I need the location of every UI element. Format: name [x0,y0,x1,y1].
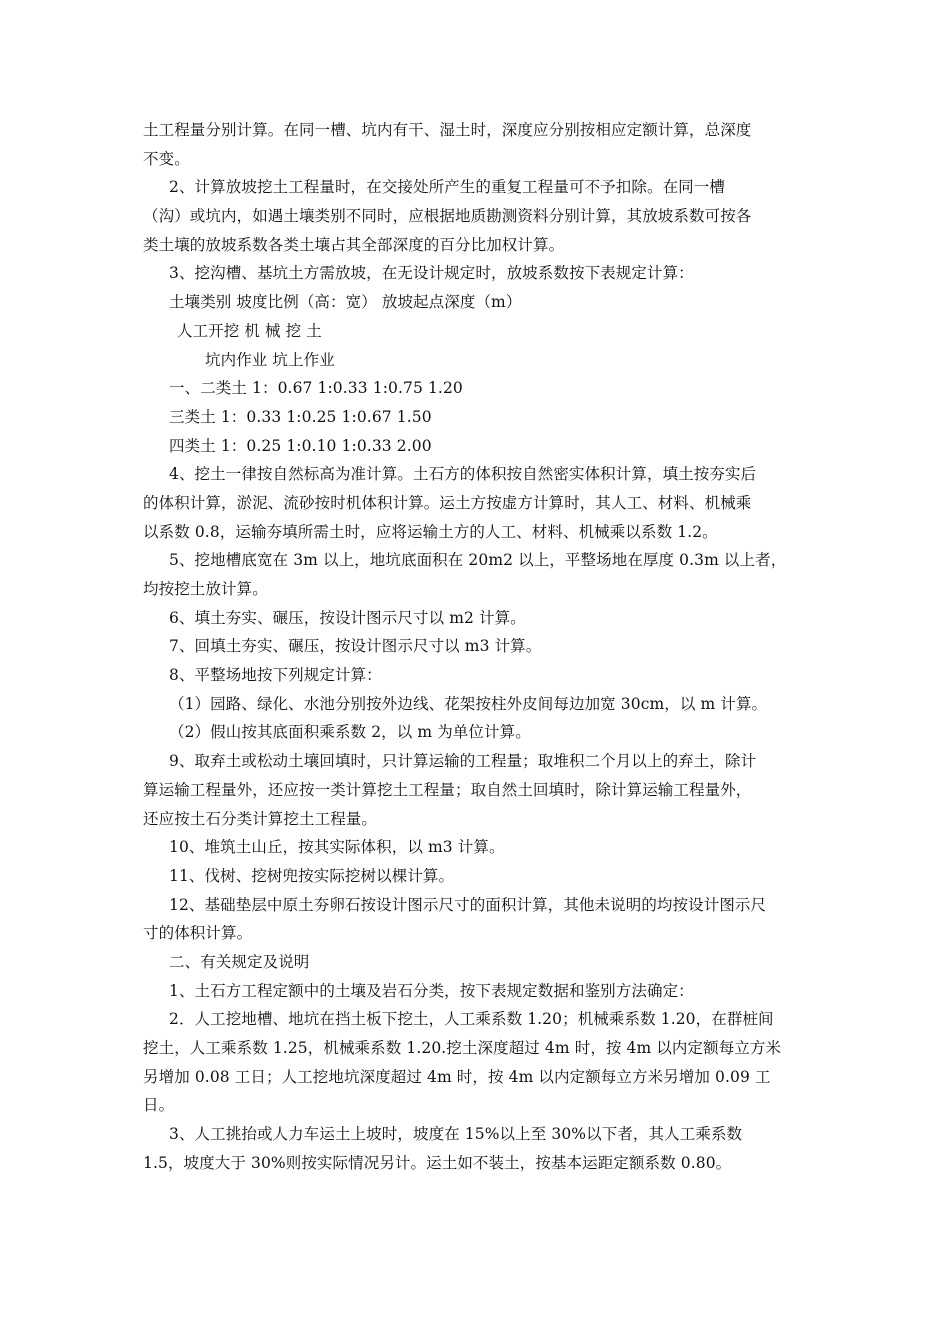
paragraph-line: 不变。 [143,149,190,168]
paragraph-line: 11、伐树、挖树兜按实际挖树以棵计算。 [169,866,455,885]
list-item: （1）园路、绿化、水池分别按外边线、花架按柱外皮间每边加宽 30cm，以 m 计算。 [169,694,768,713]
paragraph-line: 8、平整场地按下列规定计算： [169,666,382,685]
paragraph-line: 算运输工程量外，还应按一类计算挖土工程量；取自然土回填时，除计算运输工程量外， [143,780,752,799]
slope-table-row: 一、二类土 1：0.67 1:0.33 1:0.75 1.20 [169,379,463,398]
list-item: （2）假山按其底面积乘系数 2，以 m 为单位计算。 [169,723,531,742]
paragraph-line: 还应按土石分类计算挖土工程量。 [143,809,378,828]
paragraph-line: 土工程量分别计算。在同一槽、坑内有干、湿土时，深度应分别按相应定额计算，总深度 [143,121,752,139]
paragraph-line: 6、填土夯实、碾压，按设计图示尺寸以 m2 计算。 [169,608,526,627]
paragraph-line: 5、挖地槽底宽在 3m 以上，地坑底面积在 20m2 以上，平整场地在厚度 0.3m 以上者， [169,551,787,570]
paragraph-line: 1、土石方工程定额中的土壤及岩石分类，按下表规定数据和鉴别方法确定： [169,981,694,1000]
paragraph-line: 1.5，坡度大于 30%则按实际情况另计。运土如不装土，按基本运距定额系数 0.80。 [143,1153,732,1172]
slope-table-row: 四类土 1：0.25 1:0.10 1:0.33 2.00 [169,436,432,455]
slope-table-subheader: 坑内作业 坑上作业 [205,350,335,369]
paragraph-line: 挖土，人工乘系数 1.25，机械乘系数 1.20.挖土深度超过 4m 时，按 4m 以内定额每立方米 [143,1039,782,1057]
paragraph-line: 日。 [143,1096,175,1115]
paragraph-line: 9、取弃土或松动土壤回填时，只计算运输的工程量；取堆积二个月以上的弃土，除计 [169,752,757,771]
paragraph-line: 12、基础垫层中原土夯卵石按设计图示尺寸的面积计算，其他未说明的均按设计图示尺 [169,895,767,914]
paragraph-line: 另增加 0.08 工日；人工挖地坑深度超过 4m 时，按 4m 以内定额每立方米另增加 0.09 工 [143,1067,771,1086]
paragraph-line: 类土壤的放坡系数各类土壤占其全部深度的百分比加权计算。 [143,235,565,254]
section-heading: 二、有关规定及说明 [169,952,310,971]
document-body [143,116,815,1177]
slope-table-header: 土壤类别 坡度比例（高：宽） 放坡起点深度（m） [169,293,522,312]
paragraph-line: 均按挖土放计算。 [143,580,268,598]
paragraph-line: 2、计算放坡挖土工程量时，在交接处所产生的重复工程量可不予扣除。在同一槽 [169,178,725,197]
paragraph-line: 寸的体积计算。 [143,924,253,943]
paragraph-line: 4、挖土一律按自然标高为准计算。土石方的体积按自然密实体积计算，填土按夯实后 [169,465,757,484]
paragraph-line: 的体积计算，淤泥、流砂按时机体积计算。运土方按虚方计算时，其人工、材料、机械乘 [143,493,752,512]
paragraph-line: 3、挖沟槽、基坑土方需放坡，在无设计规定时，放坡系数按下表规定计算： [169,264,694,283]
paragraph-line: 10、堆筑土山丘，按其实际体积，以 m3 计算。 [169,838,505,857]
paragraph-line: 3、人工挑抬或人力车运土上坡时，坡度在 15%以上至 30%以下者，其人工乘系数 [169,1125,743,1144]
slope-table-row: 三类土 1：0.33 1:0.25 1:0.67 1.50 [169,407,432,426]
paragraph-line: 7、回填土夯实、碾压，按设计图示尺寸以 m3 计算。 [169,637,542,656]
slope-table-subheader: 人工开挖 机 械 挖 土 [177,321,322,340]
paragraph-line: （沟）或坑内，如遇土壤类别不同时，应根据地质勘测资料分别计算，其放坡系数可按各 [143,207,752,226]
paragraph-line: 2．人工挖地槽、地坑在挡土板下挖土，人工乘系数 1.20；机械乘系数 1.20，在群桩间 [169,1010,774,1029]
paragraph-line: 以系数 0.8，运输夯填所需土时，应将运输土方的人工、材料、机械乘以系数 1.2。 [143,522,718,541]
